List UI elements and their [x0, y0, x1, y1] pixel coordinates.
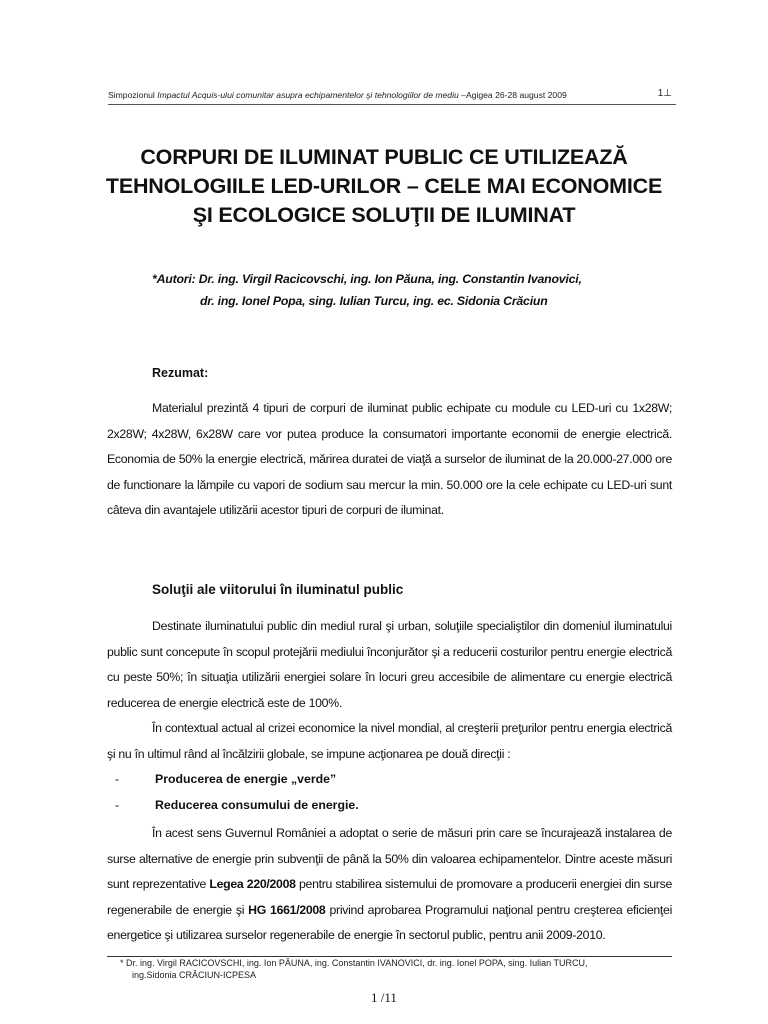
- abstract-heading: Rezumat:: [152, 366, 209, 380]
- header-page-marker: 1⊥: [657, 88, 672, 99]
- authors: *Autori: Dr. ing. Virgil Racicovschi, ing. Ion Păuna, ing. Constantin Ivanovici, dr. ing. Ionel Popa, sing. Iulian Turcu, ing. ec. Sidonia Crăciun: [152, 272, 582, 308]
- section-paragraph-1: Destinate iluminatului public din mediul rural şi urban, soluţiile specialiştilor din domeniul iluminatului public sunt concepute în scopul protejării mediului înconjurător şi a reducerii costurilor pentru energie electrică cu peste 50%; în situaţia utilizării energiei solare în locuri greu accesibile de alimentare cu energie electrică reducerea de energie electrică este de 100%.: [107, 619, 672, 710]
- para-line-legea: sunt reprezentative Legea 220/2008 pentru stabilirea sistemului de promovare a producerii energiei din surse: [107, 877, 672, 891]
- section-paragraph-2: În contextual actual al crizei economice la nivel mondial, al creşterii preţurilor pentru energia electrică şi nu în ultimul rând al încălzirii globale, se impune acţionarea pe două direcţii :: [107, 721, 672, 761]
- para-line-hg: regenerabile de energie şi HG 1661/2008 privind aprobarea Programului naţional pentru creşterea eficienţei: [107, 902, 673, 917]
- header-rule: [108, 104, 676, 105]
- section-heading: Soluţii ale viitorului în iluminatul public: [152, 582, 404, 597]
- abstract-paragraph: Materialul prezintă 4 tipuri de corpuri de iluminat public echipate cu module cu LED-uri cu 1x28W; 2x28W; 4x28W, 6x28W care vor putea produce la consumatori importante economii de energie electrică. Economia de 50% la energie electrică, mărirea duratei de viaţă a surselor de iluminat de la 20.000-27.000 ore de functionare la lămpile cu vapori de sodium sau mercur la min. 50.000 ore la cele echipate cu LED-uri sunt câteva din avantajele utilizării acestor tipuri de corpuri de iluminat.: [107, 401, 672, 517]
- page-number: 1 /11: [371, 990, 397, 1005]
- footnote: * Dr. ing. Virgil RACICOVSCHI, ing. Ion PĂUNA, ing. Constantin IVANOVICI, dr. ing. Ionel POPA, sing. Iulian TURCU, ing.Sidonia CRĂCIUN-ICPESA: [120, 958, 588, 980]
- paper-title: CORPURI DE ILUMINAT PUBLIC CE UTILIZEAZĂ TEHNOLOGIILE LED-URILOR – CELE MAI ECONOMICE ŞI ECOLOGICE SOLUŢII DE ILUMINAT: [105, 145, 663, 227]
- section-paragraph-3: În acest sens Guvernul României a adoptat o serie de măsuri prin care se încurajează instalarea de surse alternative de energie prin subvenţii de până la 50% din valoarea echipamentelor. Dintre aceste măsuri sunt reprezentative Legea 220/2008 pentru stabilirea sistemului de promovare a producerii energiei din surse regenerabile de energie şi HG 1661/2008 privind aprobarea Programului naţional pentru creşterea eficienţei energetice şi utilizarea surselor regenerabile de energie în sectorul public, pentru anii 2009-2010.: [107, 826, 673, 942]
- header-text: Simpozionul Impactul Acquis-ului comunitar asupra echipamentelor şi tehnologiilor de mediu –Agigea 26-28 august 2009: [108, 90, 567, 100]
